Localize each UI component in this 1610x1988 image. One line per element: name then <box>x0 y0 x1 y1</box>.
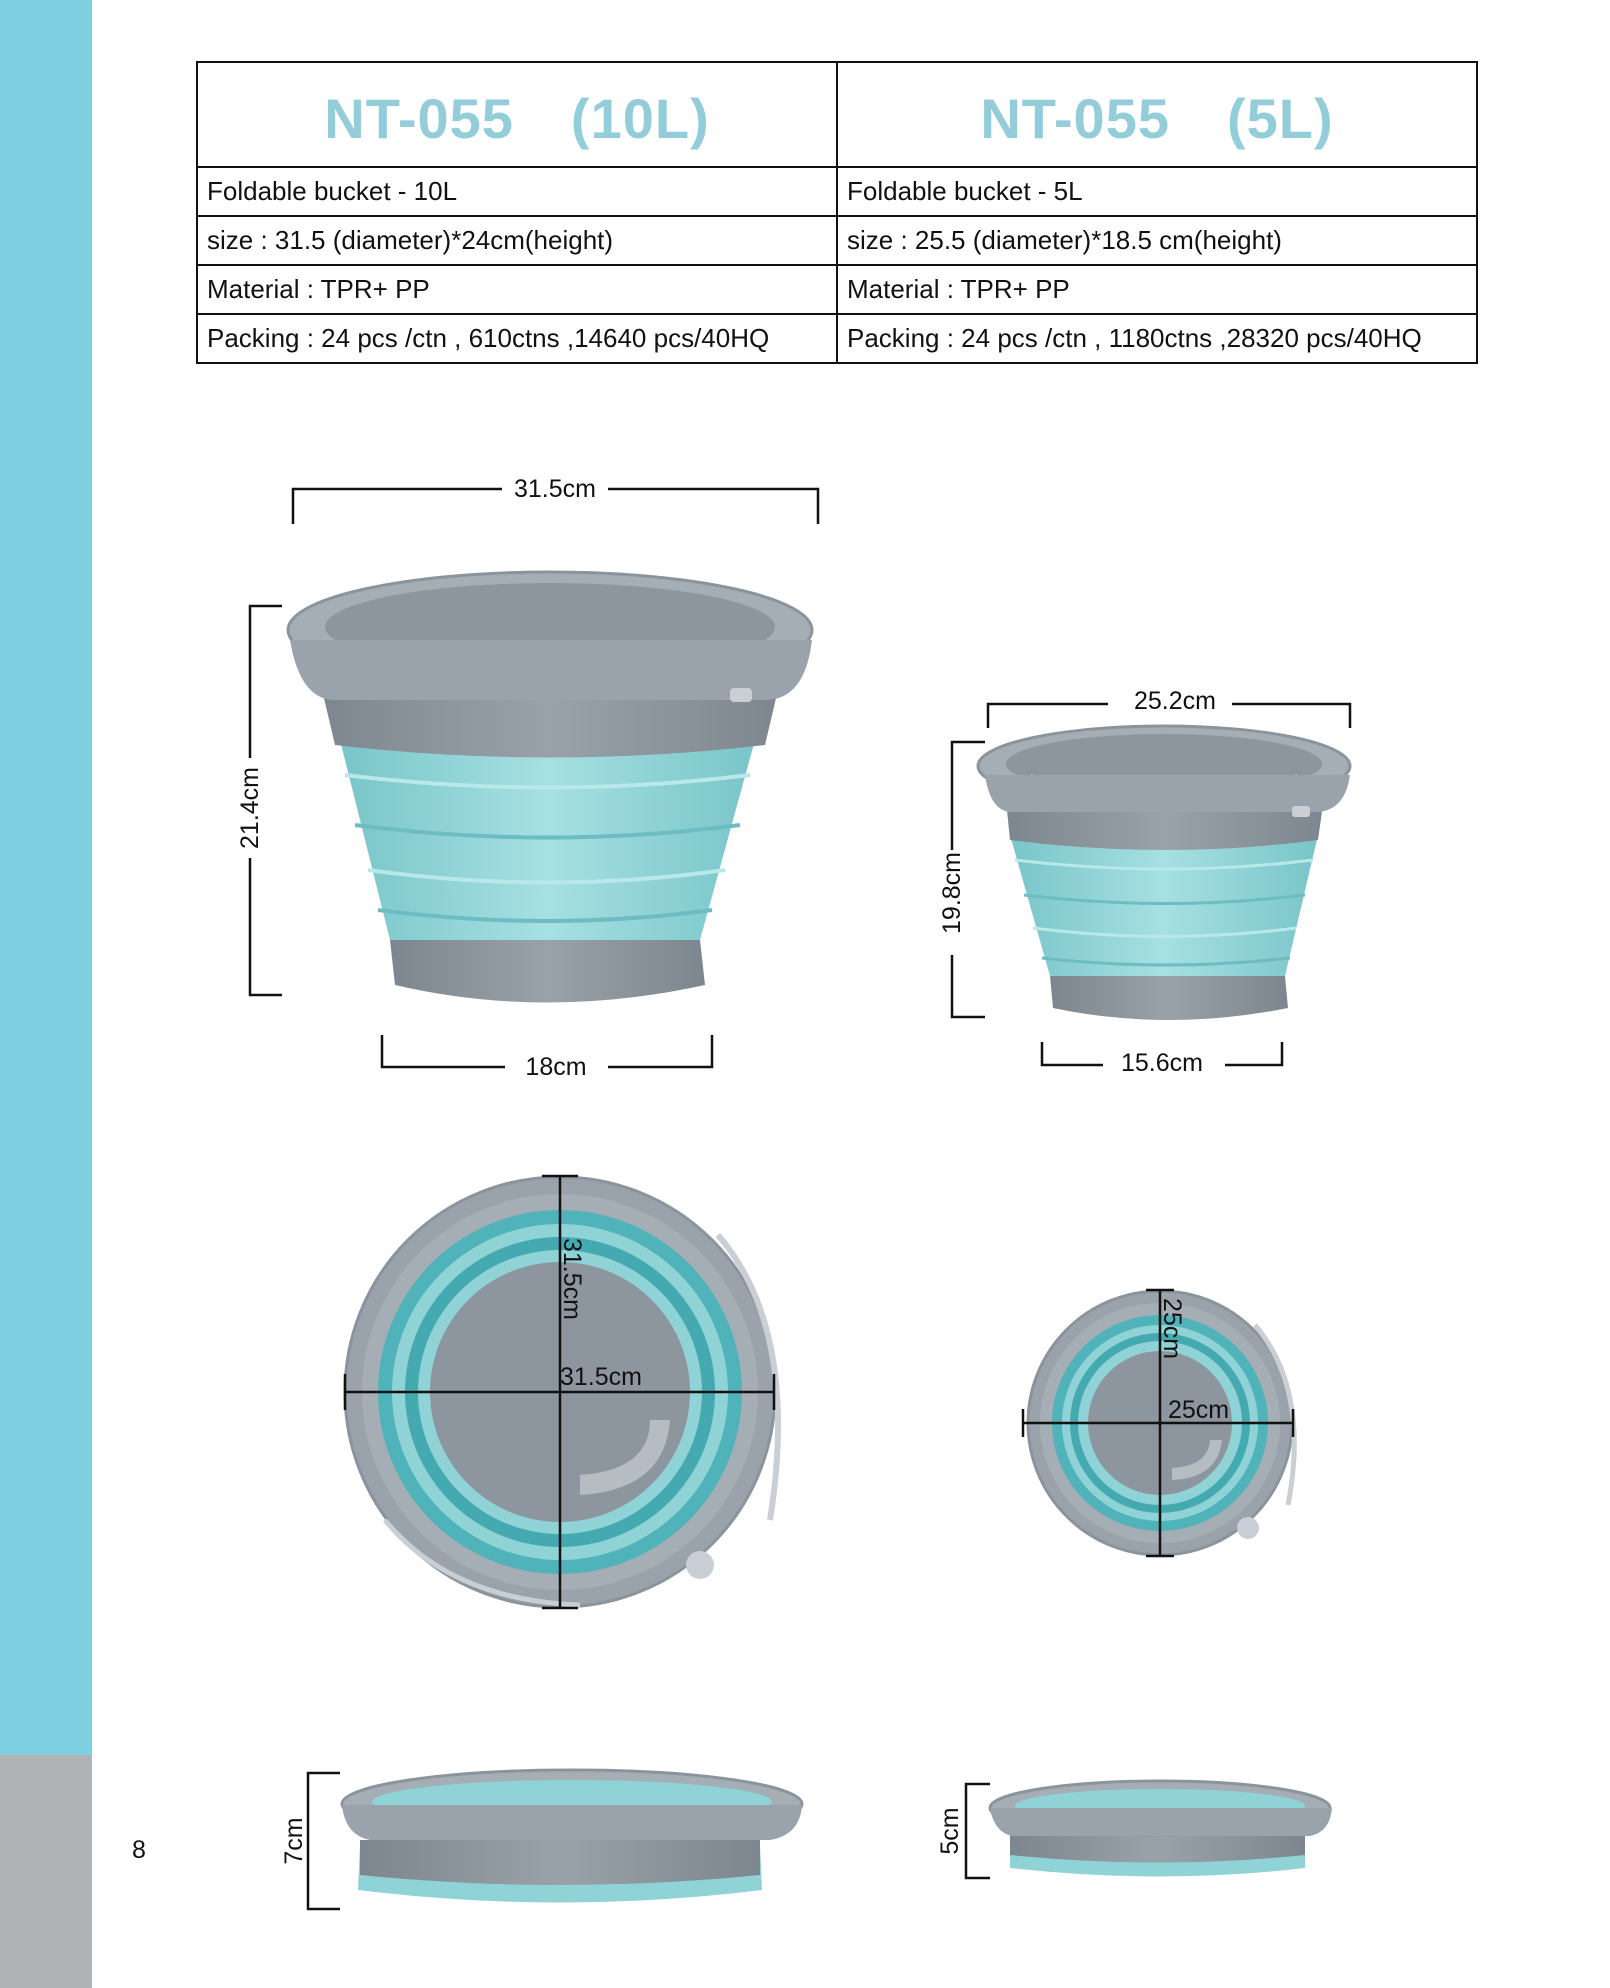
spec-cell: Packing : 24 pcs /ctn , 1180ctns ,28320 pcs/40HQ <box>837 314 1477 363</box>
small-side-height-label: 19.8cm <box>938 852 966 934</box>
model-10l-title: NT-055 (10L) <box>197 62 837 167</box>
small-side-bottom-label: 15.6cm <box>1121 1049 1203 1077</box>
large-bucket-side-image <box>288 572 812 1003</box>
large-side-bottom-label: 18cm <box>525 1053 587 1081</box>
large-top-horizontal-label: 31.5cm <box>560 1363 642 1391</box>
spec-cell: size : 25.5 (diameter)*18.5 cm(height) <box>837 216 1477 265</box>
spec-cell: Material : TPR+ PP <box>837 265 1477 314</box>
spec-cell: Packing : 24 pcs /ctn , 610ctns ,14640 pcs/40HQ <box>197 314 837 363</box>
spec-cell: Foldable bucket - 10L <box>197 167 837 216</box>
small-side-top-label: 25.2cm <box>1134 687 1216 715</box>
large-top-vertical-label: 31.5cm <box>558 1238 586 1320</box>
spec-cell: Material : TPR+ PP <box>197 265 837 314</box>
page-number: 8 <box>132 1836 146 1864</box>
model-5l-title: NT-055 (5L) <box>837 62 1477 167</box>
spec-cell: Foldable bucket - 5L <box>837 167 1477 216</box>
large-folded-height-dimension <box>308 1773 340 1909</box>
spec-cell: size : 31.5 (diameter)*24cm(height) <box>197 216 837 265</box>
large-side-height-label: 21.4cm <box>236 767 264 849</box>
large-bucket-folded-image <box>342 1770 802 1903</box>
large-side-top-label: 31.5cm <box>514 475 596 503</box>
small-bucket-folded-image <box>990 1781 1332 1877</box>
large-folded-height-label: 7cm <box>280 1817 308 1865</box>
small-top-vertical-label: 25cm <box>1158 1298 1186 1360</box>
small-top-horizontal-label: 25cm <box>1168 1396 1230 1424</box>
small-folded-height-dimension <box>966 1784 990 1878</box>
small-bucket-side-image <box>978 726 1350 1020</box>
small-folded-height-label: 5cm <box>936 1807 964 1855</box>
